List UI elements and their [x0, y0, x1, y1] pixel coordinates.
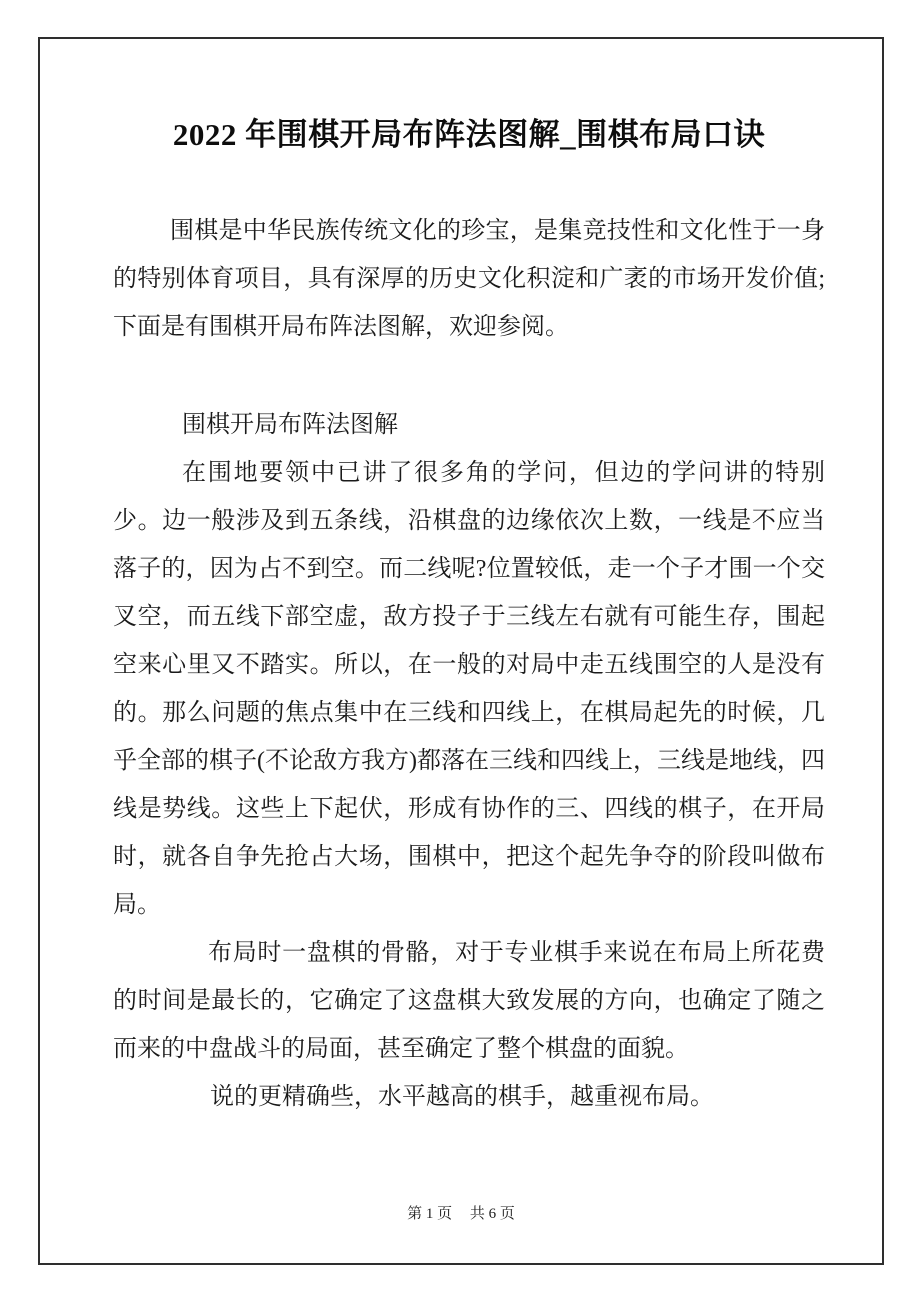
document-title: 2022 年围棋开局布阵法图解_围棋布局口诀 — [172, 117, 766, 152]
document-page-frame — [38, 37, 884, 1265]
footer-page-number: 第 1 页 — [407, 1206, 453, 1222]
document-page-content — [40, 39, 882, 1263]
paragraph-conclusion: 说的更精确些，水平越高的棋手，越重视布局。 — [210, 1084, 714, 1110]
page-footer — [40, 1205, 882, 1223]
paragraph-fuseki-skeleton: 布局时一盘棋的骨骼，对于专业棋手来说在布局上所花费的时间是最长的，它确定了这盘棋大致发展的方向，也确定了随之而来的中盘战斗的局面，甚至确定了整个棋盘的面貌。 — [113, 940, 825, 1062]
footer-page-total: 共 6 页 — [469, 1206, 515, 1222]
paragraph-intro: 围棋是中华民族传统文化的珍宝，是集竞技性和文化性于一身的特别体育项目，具有深厚的历史文化积淀和广袤的市场开发价值;下面是有围棋开局布阵法图解，欢迎参阅。 — [113, 218, 825, 340]
paragraph-edge-theory: 在围地要领中已讲了很多角的学问，但边的学问讲的特别少。边一般涉及到五条线，沿棋盘的边缘依次上数，一线是不应当落子的，因为占不到空。而二线呢?位置较低，走一个子才围一个交叉空，而五线下部空虚，敌方投子于三线左右就有可能生存，围起空来心里又不踏实。所以，在一般的对局中走五线围空的人是没有的。那么问题的焦点集中在三线和四线上，在棋局起先的时候，几乎全部的棋子(不论敌方我方)都落在三线和四线上，三线是地线，四线是势线。这些上下起伏，形成有协作的三、四线的棋子，在开局时，就各自争先抢占大场，围棋中，把这个起先争夺的阶段叫做布局。 — [113, 460, 825, 918]
section-label-diagram: 围棋开局布阵法图解 — [182, 412, 398, 438]
